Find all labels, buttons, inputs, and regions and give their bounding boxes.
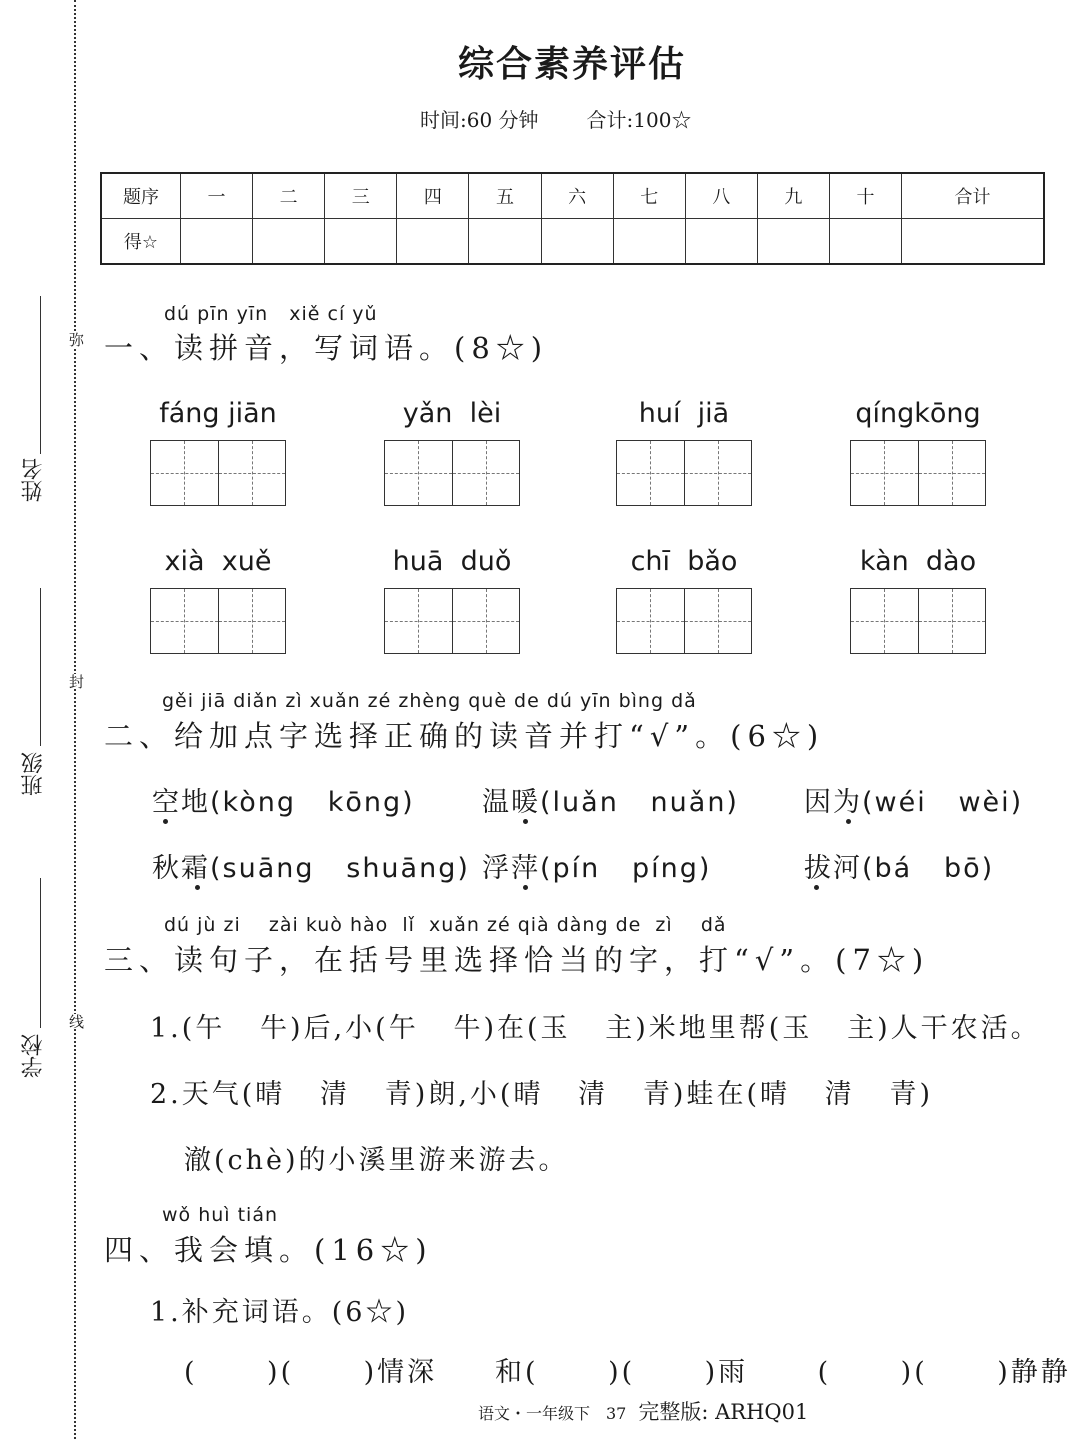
pinyin-word: huí jiā	[638, 398, 730, 429]
section2-heading: 二、给加点字选择正确的读音并打“√”。(6☆)	[104, 719, 825, 753]
emphasis-dot	[163, 819, 168, 824]
total-score: 合计:100☆	[586, 108, 692, 132]
pinyin-word: yǎn lèi	[402, 398, 502, 429]
score-cell[interactable]	[613, 219, 685, 265]
score-col: 一	[181, 173, 253, 219]
score-cell[interactable]	[253, 219, 325, 265]
section4-heading: 四、我会填。(16☆)	[104, 1233, 433, 1267]
writing-grid[interactable]	[850, 440, 986, 506]
choice-item[interactable]	[152, 780, 415, 819]
score-cell[interactable]	[829, 219, 901, 265]
score-cell[interactable]	[902, 219, 1044, 265]
score-cell[interactable]	[325, 219, 397, 265]
choice-options: (pín píng)	[540, 853, 712, 884]
pinyin-word: chī bǎo	[630, 546, 738, 577]
score-col: 四	[397, 173, 469, 219]
section1-pinyin: dú pīn yīn xiě cí yǔ	[164, 303, 378, 325]
score-col: 五	[469, 173, 541, 219]
class-label: 班级	[21, 752, 46, 796]
emphasis-dot	[523, 885, 528, 890]
exam-info	[420, 104, 691, 133]
time-limit: 时间:60 分钟	[420, 108, 539, 132]
section3-pinyin: dú jù zi zài kuò hào lǐ xuǎn zé qià dàng de zì dǎ	[164, 914, 727, 936]
choice-options: (kòng kōng)	[210, 787, 415, 818]
pinyin-word: fáng jiān	[159, 398, 277, 429]
seal-mark-1: 弥	[67, 332, 85, 347]
choice-word: 因为	[804, 787, 862, 818]
score-col: 三	[325, 173, 397, 219]
score-cell[interactable]	[685, 219, 757, 265]
pinyin-word: kàn dào	[859, 546, 977, 577]
section2-pinyin: gěi jiā diǎn zì xuǎn zé zhèng què de dú yīn bìng dǎ	[162, 690, 697, 712]
choice-options: (suāng shuāng)	[210, 853, 470, 884]
binding-dotted-line	[74, 0, 76, 1439]
section3-question-2-cont: 澈(chè)的小溪里游来游去。	[184, 1145, 569, 1176]
choice-word: 秋霜	[152, 853, 210, 884]
score-cell[interactable]	[757, 219, 829, 265]
name-line	[40, 296, 41, 454]
pinyin-word: xià xuě	[164, 546, 272, 577]
score-cell[interactable]	[541, 219, 613, 265]
seal-mark-3: 线	[67, 1014, 85, 1029]
school-label: 学校	[21, 1034, 46, 1078]
score-cell[interactable]	[469, 219, 541, 265]
seal-mark-2: 封	[67, 674, 85, 689]
writing-grid[interactable]	[384, 588, 520, 654]
writing-grid[interactable]	[150, 588, 286, 654]
choice-options: (luǎn nuǎn)	[540, 787, 739, 818]
page-title: 综合素养评估	[457, 43, 686, 85]
footer-code: 完整版: ARHQ01	[638, 1400, 809, 1424]
emphasis-dot	[846, 819, 851, 824]
writing-grid[interactable]	[616, 440, 752, 506]
score-table-row1-label: 题序	[101, 173, 181, 219]
choice-item[interactable]	[804, 780, 1023, 819]
section3-question-2[interactable]: 2.天气(晴 清 青)朗,小(晴 清 青)蛙在(晴 清 青)	[150, 1079, 934, 1110]
choice-options: (wéi wèi)	[862, 787, 1024, 818]
section1-heading: 一、读拼音，写词语。(8☆)	[104, 331, 549, 365]
pinyin-word: huā duǒ	[392, 546, 512, 577]
page-footer	[478, 1396, 808, 1426]
score-col: 九	[757, 173, 829, 219]
class-line	[40, 588, 41, 746]
emphasis-dot	[195, 885, 200, 890]
writing-grid[interactable]	[150, 440, 286, 506]
section4-pinyin: wǒ huì tián	[162, 1204, 279, 1226]
score-col: 六	[541, 173, 613, 219]
pinyin-word: qíngkōng	[855, 398, 981, 429]
emphasis-dot	[814, 885, 819, 890]
name-label: 姓名	[21, 458, 46, 502]
choice-word: 拔河	[804, 853, 862, 884]
score-table-score-row	[101, 219, 1044, 265]
choice-word: 空地	[152, 787, 210, 818]
school-line	[40, 878, 41, 1028]
choice-item[interactable]	[804, 846, 994, 885]
score-col: 合计	[902, 173, 1044, 219]
section4-subheading: 1.补充词语。(6☆)	[150, 1297, 410, 1328]
choice-item[interactable]	[482, 846, 711, 885]
score-table-header-row	[101, 173, 1044, 219]
choice-item[interactable]	[482, 780, 739, 819]
section3-question-1[interactable]: 1.(午 牛)后,小(午 牛)在(玉 主)米地里帮(玉 主)人干农活。	[150, 1013, 1041, 1044]
score-table	[100, 172, 1045, 265]
score-col: 八	[685, 173, 757, 219]
score-table-row2-label: 得☆	[101, 219, 181, 265]
fill-blank-row[interactable]: ( )( )情深 和( )( )雨 ( )( )静静	[184, 1357, 1071, 1388]
footer-subject-page: 语文・一年级下 37	[478, 1404, 627, 1423]
choice-word: 温暖	[482, 787, 540, 818]
writing-grid[interactable]	[850, 588, 986, 654]
score-cell[interactable]	[181, 219, 253, 265]
score-col: 十	[829, 173, 901, 219]
section3-heading: 三、读句子，在括号里选择恰当的字，打“√”。(7☆)	[104, 943, 930, 977]
score-col: 七	[613, 173, 685, 219]
writing-grid[interactable]	[616, 588, 752, 654]
emphasis-dot	[523, 819, 528, 824]
choice-options: (bá bō)	[862, 853, 995, 884]
writing-grid[interactable]	[384, 440, 520, 506]
score-cell[interactable]	[397, 219, 469, 265]
score-col: 二	[253, 173, 325, 219]
choice-word: 浮萍	[482, 853, 540, 884]
choice-item[interactable]	[152, 846, 470, 885]
